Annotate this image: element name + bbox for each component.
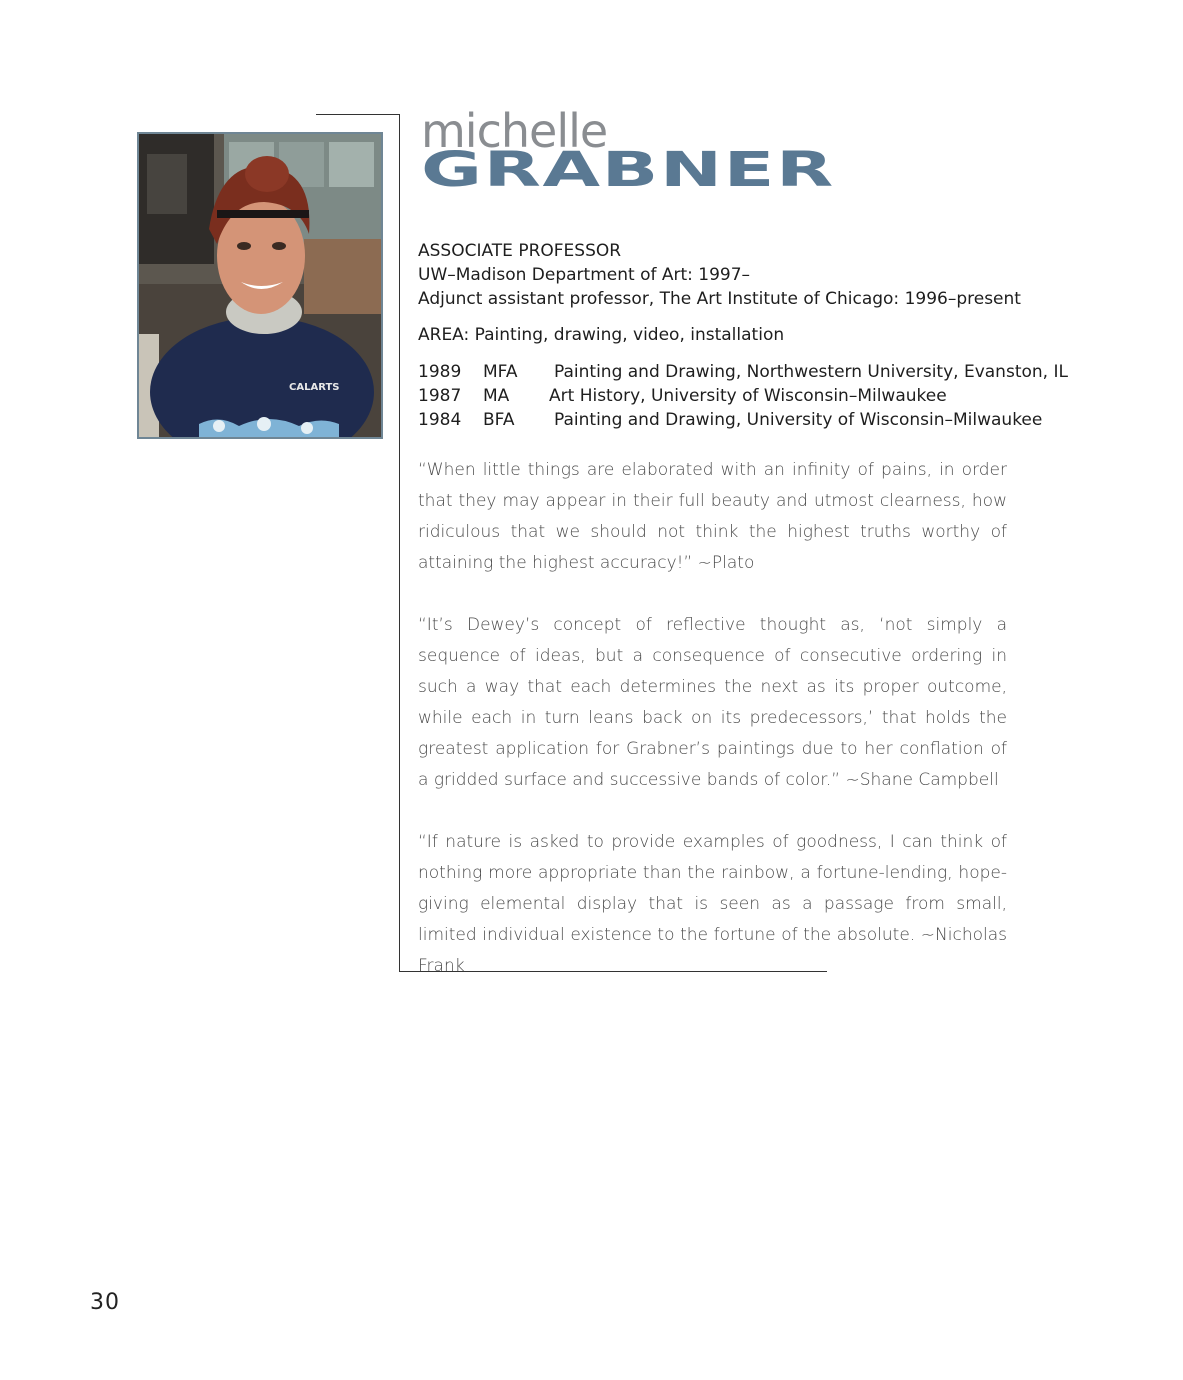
degree-year: 1987 [418,386,462,406]
first-name: michelle [421,104,608,158]
quote-campbell: “It’s Dewey’s concept of reflective thought as, ‘not simply a sequence of ideas, but a consequence of consecutive ordering in such a way that each determines the next as its proper outcome, while each in turn leans back on its predecessors,’ that holds the greatest application for Grabner’s paintings due to her conflation of a gridded surface and successive bands of color.” ~Shane Campbell [418,615,1007,790]
degree-type: BFA [483,410,515,430]
top-rule [316,114,400,115]
quotes-section [418,455,1007,1013]
degree-type: MA [483,386,510,406]
degree-year: 1989 [418,362,462,382]
shirt-text: CALARTS [289,382,340,393]
position-appointment: UW–Madison Department of Art: 1997– [418,265,751,285]
position-title: ASSOCIATE PROFESSOR [418,241,622,261]
page-number: 30 [90,1290,120,1315]
vertical-rule [399,114,400,972]
position-block [418,239,1021,311]
quote-frank: “If nature is asked to provide examples of goodness, I can think of nothing more appropriate than the rainbow, a fortune-lending, hope-giving elemental display that is seen as a passage from small, limited individual existence to the fortune of the absolute. ~Nicholas Frank [418,832,1007,976]
position-other: Adjunct assistant professor, The Art Institute of Chicago: 1996–present [418,289,1021,309]
portrait-photo [137,132,383,439]
area-line: AREA: Painting, drawing, video, installation [418,325,785,345]
quote-plato: “When little things are elaborated with an infinity of pains, in order that they may appear in their full beauty and utmost clearness, how ridiculous that we should not think the highest truths worthy of attaining the highest accuracy!” ~Plato [418,460,1007,573]
degree-description: Art History, University of Wisconsin–Milwaukee [549,386,947,406]
last-name: GRABNER [421,142,835,198]
degree-type: MFA [483,362,518,382]
degree-description: Painting and Drawing, Northwestern University, Evanston, IL [554,362,1068,382]
degree-year: 1984 [418,410,462,430]
degree-description: Painting and Drawing, University of Wisconsin–Milwaukee [554,410,1043,430]
